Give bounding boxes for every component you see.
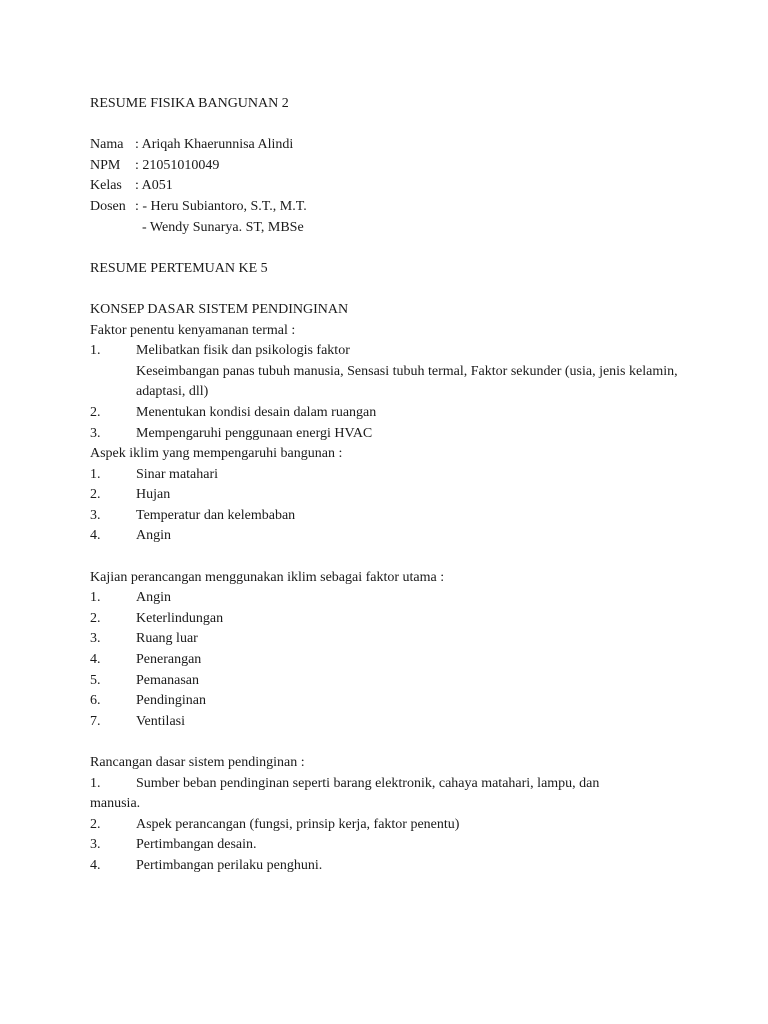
list-item-text: Menentukan kondisi desain dalam ruangan <box>136 404 377 420</box>
list-item-text: Pemanasan <box>136 672 199 688</box>
list-item <box>90 856 690 877</box>
list-item-number: 3. <box>90 837 101 853</box>
list-item <box>90 650 690 671</box>
list-item <box>90 588 690 609</box>
list-item <box>90 712 690 733</box>
list-item-number: 4. <box>90 857 101 873</box>
document-page <box>90 94 690 877</box>
section-intro: Aspek iklim yang mempengaruhi bangunan : <box>90 446 343 462</box>
list-item <box>90 835 690 856</box>
list-item-number: 2. <box>90 487 101 503</box>
list-item-number: 1. <box>90 466 101 482</box>
list-item-number: 2. <box>90 816 101 832</box>
info-label: NPM <box>90 157 121 173</box>
section-intro: Faktor penentu kenyamanan termal : <box>90 322 296 338</box>
info-label: Kelas <box>90 178 122 194</box>
list-item-text: Melibatkan fisik dan psikologis faktor <box>136 343 350 359</box>
list-item-number: 3. <box>90 631 101 647</box>
spacer <box>90 732 690 753</box>
list-item <box>90 526 690 547</box>
list-item <box>90 691 690 712</box>
info-nama <box>90 135 690 156</box>
list-item-number: 5. <box>90 672 101 688</box>
list-item <box>90 629 690 650</box>
spacer <box>90 238 690 259</box>
spacer <box>90 115 690 136</box>
list-item-number: 1. <box>90 775 101 791</box>
list-item <box>90 424 690 445</box>
list-item-number: 3. <box>90 507 101 523</box>
list-item <box>90 609 690 630</box>
list-item-text: Ventilasi <box>136 713 185 729</box>
list-item-detail <box>90 362 690 403</box>
info-value: : 21051010049 <box>135 157 220 173</box>
list-item-text: Hujan <box>136 487 171 503</box>
info-value: : Ariqah Khaerunnisa Alindi <box>135 137 294 153</box>
meeting-title: RESUME PERTEMUAN KE 5 <box>90 260 268 276</box>
list-item-text: Angin <box>136 590 171 606</box>
section-intro: Rancangan dasar sistem pendinginan : <box>90 755 305 770</box>
info-label: Dosen <box>90 198 126 214</box>
list-item <box>90 403 690 424</box>
list-item-text: Aspek perancangan (fungsi, prinsip kerja, faktor penentu) <box>136 816 460 832</box>
list-item-detail-text: Keseimbangan panas tubuh manusia, Sensasi tubuh termal, Faktor sekunder (usia, jenis kelamin, adaptasi, dll) <box>136 363 678 400</box>
info-value: : A051 <box>135 178 173 194</box>
list-item <box>90 815 690 836</box>
document-title: RESUME FISIKA BANGUNAN 2 <box>90 96 289 111</box>
list-item <box>90 671 690 692</box>
section-heading: KONSEP DASAR SISTEM PENDINGINAN <box>90 301 349 317</box>
list-item-number: 3. <box>90 425 101 441</box>
list-item <box>90 506 690 527</box>
list-item-text: Temperatur dan kelembaban <box>136 507 296 523</box>
spacer <box>90 279 690 300</box>
info-npm <box>90 156 690 177</box>
list-item-text: Keterlindungan <box>136 610 224 626</box>
list-item-number: 2. <box>90 404 101 420</box>
list-item-text: Sinar matahari <box>136 466 219 482</box>
list-item-spacer <box>90 362 136 403</box>
list-item-number: 2. <box>90 610 101 626</box>
list-item-text: Pertimbangan desain. <box>136 837 257 853</box>
spacer <box>90 547 690 568</box>
list-item-number: 7. <box>90 713 101 729</box>
list-item-text: Sumber beban pendinginan seperti barang elektronik, cahaya matahari, lampu, dan <box>136 775 600 791</box>
list-item-number: 4. <box>90 528 101 544</box>
list-item <box>90 774 690 795</box>
info-dosen <box>90 197 690 218</box>
list-item-text: Angin <box>136 528 171 544</box>
info-label: Nama <box>90 137 124 153</box>
info-value: : - Heru Subiantoro, S.T., M.T. <box>135 198 307 214</box>
list-item-continuation: manusia. <box>90 796 141 812</box>
info-kelas <box>90 176 690 197</box>
list-item-text: Pertimbangan perilaku penghuni. <box>136 857 323 873</box>
list-item <box>90 465 690 486</box>
list-item-text: Ruang luar <box>136 631 198 647</box>
list-item-number: 4. <box>90 652 101 668</box>
list-item-number: 6. <box>90 693 101 709</box>
list-item-number: 1. <box>90 343 101 359</box>
list-item <box>90 341 690 362</box>
list-item-text: Penerangan <box>136 652 202 668</box>
list-item <box>90 485 690 506</box>
info-dosen-second: - Wendy Sunarya. ST, MBSe <box>142 219 304 235</box>
list-item-text: Pendinginan <box>136 693 206 709</box>
list-item-text: Mempengaruhi penggunaan energi HVAC <box>136 425 373 441</box>
section-intro: Kajian perancangan menggunakan iklim sebagai faktor utama : <box>90 569 445 585</box>
list-item-number: 1. <box>90 590 101 606</box>
